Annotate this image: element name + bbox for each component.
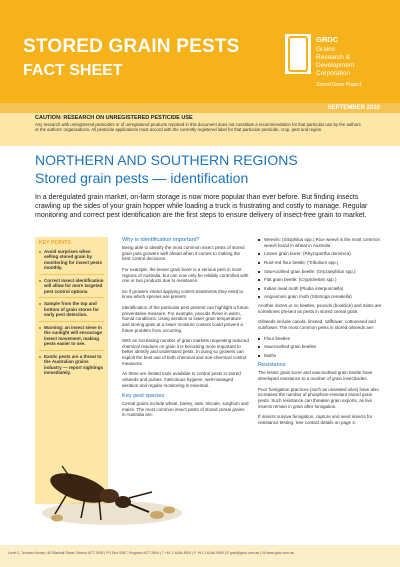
paragraph: So if growers intend applying control treatments they need to know which species are present. — [122, 288, 244, 300]
key-point: Exotic pests are a threat to the Australian grains industry — report sightings immediately. — [39, 354, 104, 379]
paragraph: With an increasing number of grain markets requesting reduced chemical residues on grain it is becoming more important to better identify and understand pests. In doing so growers can exploit the best use of both chemical and non-chemical control measures. — [122, 338, 249, 366]
key-point: Sample from the top and bottom of grain stores for early pest detection. — [39, 301, 104, 321]
key-points-heading: KEY POINTS — [39, 240, 71, 246]
pest-list-item: Flat grain beetle: (Cryptolestes spp.) — [258, 277, 383, 283]
page-title: STORED GRAIN PESTS — [23, 36, 240, 57]
pest-list-item: Weevils: (Sitophilus spp.) Rice weevil is the most common weevil found in wheat in Australia — [258, 237, 383, 248]
logo-line: Research & — [316, 54, 350, 62]
pest-list-item: Saw-toothed grain beetle: (Oryzaephilus spp.) — [258, 269, 383, 275]
logo-line: Development — [316, 62, 355, 70]
logo-line: Corporation — [316, 70, 350, 78]
paragraph: For example, the lesser grain borer is a serious pest in most regions of Australia, but can now only be reliably controlled with one or two products due to resistance. — [122, 266, 249, 284]
section-heading: Key pest species — [122, 393, 165, 400]
paragraph: If insects survive fumigation, capture and send insects for resistance testing. See contact details on page 4. — [258, 414, 373, 425]
region-heading: NORTHERN AND SOUTHERN REGIONS — [35, 152, 298, 168]
grdc-logo-mark — [288, 36, 308, 72]
fact-sheet-label: FACT SHEET — [23, 62, 123, 79]
logo-project: Stored Grain Project — [316, 82, 362, 88]
paragraph: Another dozen or so beetles, psocids (booklice) and mites are sometimes present as pests in stored cereal grain. — [258, 303, 382, 314]
pest-list-item: Rust-red flour beetle: (Tribolium spp.) — [258, 260, 383, 266]
beetle-photo — [37, 418, 187, 526]
key-point: Correct insect identification will allow for more targeted pest control options. — [39, 278, 104, 298]
section-heading: Resistance — [258, 362, 286, 369]
caution-box — [0, 113, 400, 146]
oilseed-pest-item: Moths — [258, 353, 383, 359]
pest-list-item: Lesser grain borer: (Rhyzopertha dominica) — [258, 251, 383, 257]
paragraph: The lesser grain borer and saw-toothed grain beetle have developed resistance to a number of grain insecticides. — [258, 370, 373, 381]
oilseed-pest-item: Flour beetles — [258, 336, 383, 342]
page-subtitle: Stored grain pests — identification — [35, 170, 249, 186]
pest-list-item: Indian meal moth (Plodia interpunctella) — [258, 286, 383, 292]
oilseed-pest-item: Saw-toothed grain beetles — [258, 344, 383, 350]
caution-heading: CAUTION: RESEARCH ON UNREGISTERED PESTICIDE USE — [35, 115, 193, 121]
paragraph: Poor fumigation practices (such as unsealed silos) have also increased the number of phosphine-resistant stored grain pests. Such resistance can threaten grain exports, as live insects remain in grain after fumigation. — [258, 386, 379, 409]
column-2 — [122, 237, 249, 423]
paragraph: Oilseeds include canola, linseed, safflower, cottonseed and sunflower. The most common pests in stored oilseeds are: — [258, 319, 376, 330]
logo-name — [316, 46, 386, 79]
footer-bar — [0, 545, 400, 567]
logo-line: Grains — [316, 46, 336, 53]
intro-paragraph: In a deregulated grain market, on-farm storage is now more popular than ever before. But finding insects crawling up the sides of your grain hopper while loading a truck is frustrating and costly to manage. Regular monitoring and correct pest identification are the first steps to ensure delivery of insect-free grain to market. — [35, 194, 368, 219]
logo-abbr: GRDC — [316, 35, 339, 44]
column-3 — [258, 237, 383, 430]
key-point: Avoid surprises when selling stored grain by monitoring for insect pests monthly. — [39, 249, 104, 275]
paragraph: Cereal grains include wheat, barley, oats, triticale, sorghum and maize. The most common insect pests of stored cereal grains in Australia are: — [122, 401, 249, 418]
paragraph: As there are limited tools available to control pests in stored oilseeds and pulses, meticulous hygiene, well-managed aeration and regular monitoring is essential. — [122, 371, 241, 388]
paragraph: Being able to identify the most common insect pests of stored grain puts growers well ahead when it comes to making the best control decisions. — [122, 245, 245, 262]
section-heading: Why is identification important? — [122, 237, 200, 243]
pest-list-item: Angoumois grain moth (Sitotroga cerealella) — [258, 294, 383, 300]
publication-date: SEPTEMBER 2010 — [327, 105, 380, 111]
footer-contact: Level 1, Tourism House | 40 Blackall Street, Barton ACT 2600 | PO Box 5367, Kingston ACT 2604 | T +61 2 6166 4500 | F +61 2 6166 4599 | E grdc@grdc.com.au | W www.grdc.com.au — [8, 551, 295, 555]
key-point: Warning: an insect sieve in the sunlight will encourage insect movement, making pests easier to see. — [39, 325, 104, 351]
paragraph: Identification of the particular pest present can highlight a future preventative measure. For example, psocids thrive in warm, humid conditions. Using aeration to lower grain temperature and storing grain at a lower moisture content could prevent a future problem from occurring. — [122, 305, 249, 333]
caution-text: Any research with unregistered pesticides or of unregistered products reported in this document does not constitute a recommendation for that particular use by the authors or the authors' organisations. All pesticide applications must accord with the currently registered label for that particular pesticide, crop, pest and region. — [35, 122, 361, 133]
